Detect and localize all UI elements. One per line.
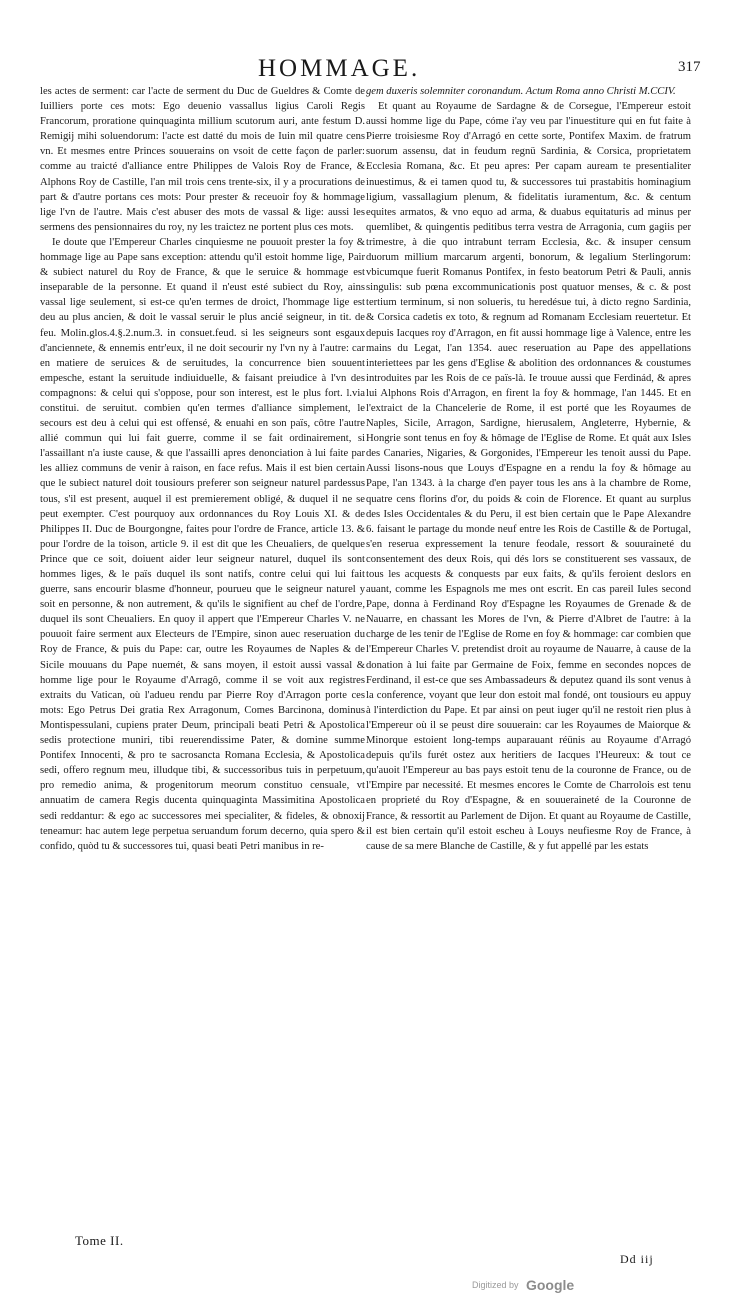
watermark-prefix: Digitized by	[472, 1279, 519, 1290]
volume-label: Tome II.	[75, 1233, 124, 1248]
page-title: HOMMAGE.	[258, 55, 421, 82]
left-paragraph-2: Ie doute que l'Empereur Charles cinquiesme ne pouuoit prester la foy & hommage lige au Pape sans exception: attendu qu'il estoit homme lige, Pair & subiect naturel du Roy de France, & que le seruice & hommage est inseparable de la personne. Et quand il n'eust esté subiect du Roy, ains vassal lige seulement, si est-ce qu'en termes de droict, l'hommage lige est deu au plus ancien, & doit le vassal seruir le plus ancié seigneur, in tit. de feu. Molin.glos.4.§.2.num.3. in consuet.feud. si les seigneurs sont esgaux d'anciennete, & ennemis entr'eux, il ne doit secourir ny l'vn ny à l'autre: car en matiere de seruices & de seruitudes, la concurrence bien souuent empesche, estant la seruitude indiuiduelle, & faisant preiudice à l'vn des compagnons: & celui qui s'oppose, pour son interest, est le plus fort. l.via constitui. de seruitut. combien qu'en termes d'alliance simplement, le secours est deu à celui qui est offensé, & enuahi en son païs, côtre l'autre allié commun qui lui fait guerre, comme il se fait ordinairement, si l'assaillant n'a iuste cause, & que l'assailli apres denonciation à lui faite par les alliez communs de venir à raison, en face refus. Mais il est bien certain que le subiect naturel doit tousiours preferer son seigneur naturel pardessus tous, s'il est present, auquel il est premierement obligé, & duquel il ne se peut exempter. C'est pourquoy aux ordonnances du Roy Louis XI. & de Philippes II. Duc de Bourgongne, faites pour l'ordre de France, article 13. & pour l'ordre de la toison, article 9. il est dit que les Cheualiers, de quelque Prince que ce soit, doiuent aider leur seigneur naturel, duquel ils sont hommes liges, & le païs duquel ils sont natifs, contre celui qui lui fait guerre, sans encourir blasme d'honneur, pourueu que le seigneur naturel y soit en personne, & non autrement, & qu'ils le signifient au chef de l'ordre, duquel ils sont Cheualiers. En quoy il appert que l'Empereur Charles V. ne pouuoit faire serment aux Electeurs de l'Empire, sinon auec reseruation du Roy de France, & puis du Pape: car, outre les Royaumes de Naples & de Sicile mouuans du Pape nuemét, & sans moyen, il estoit aussi vassal & homme lige pour le Royaume d'Arragô, comme il se voit aux registres extraits du Vatican, où l'adueu rendu par Pierre Roy d'Arragon porte ces mots: Ego Petrus Dei gratia Rex Arragonum, Comes Barcinona, dominus Montispessulani, cupiens prater Deum, principali beati Petri & Apostolica sedis protectione muniri, tibi reuerendissime Pater, & domine summe Pontifex Innocenti, & pro te sacrosancta Romana Ecclesia, & Apostolica sedi, offero regnum meu, illudque tibi, & successoribus tuis in perpetuum, pro remedio anima, & progenitorum meorum constituo censuale, vt annuatim de camera Regis ducenta quinquaginta Massimitina Apostolica sedi reddantur: & ego ac successores mei specialiter, & fideles, & obnoxij teneamur: hac autem lege perpetua seruandum forum decerno, quia spero & confido, quòd tu & successores tui, quasi beati Petri manibus in re-	[40, 236, 365, 852]
page-number: 317	[678, 59, 701, 75]
google-logo: Google	[525, 1276, 575, 1293]
left-column	[40, 84, 365, 1262]
running-head	[0, 55, 738, 85]
right-column	[366, 84, 691, 1262]
right-paragraph-2: Et quant au Royaume de Sardagne & de Corsegue, l'Empereur estoit aussi homme lige du Pape, cóme i'ay veu par l'inuestiture qui en fut faite à Pierre troisiesme Roy d'Arragó en cette sorte, Pontifex Maxim. de fratrum suorum assensu, dat in feudum regnü Sardinia, & Corsica, proprietatem Ecclesia Romana, &c. Et peu apres: Per capam auream te presentialiter inuestimus, & ei tamen quod tu, & successores tui prastabitis hominagium ligium, vassallagium plenum, & fidelitatis iuramentum, &c. & centum equites armatos, & vno equo ad arma, & duabus equitaturis ad minus per quemlibet, & quingentis peditibus terra vestra de Arragonia, cum gagiis per trimestre, à die quo intrabunt terram Ecclesia, &c. & insuper censum duorum millium marcarum argenti, bonorum, & legalium Sterlingorum: vbicumque fuerit Romanus Pontifex, in festo beatorum Petri & Pauli, annis singulis: sub pœna excommunicationis post quatuor menses, & c. & post tertium terminum, si non solueris, tu heredésue tui, à dicto regno Sardinia, & Corsica cadetis ex toto, & regnum ad Romanam Ecclesiam reuertetur. Et depuis Iacques roy d'Arragon, en fit aussi hommage lige à Valence, entre les mains du Legat, l'an 1354. auec reseruation au Pape des appellations interiettees par les gens d'Eglise & abolition des ordonnances & coustumes introduites par les Rois de ce païs-là. Ie trouue aussi que Ferdinád, & apres lui Alphons Rois d'Arragon, en firent la foy & hommage, l'an 1445. Et en l'extraict de la Chancelerie de Rome, il est porté que les Royaumes de Naples, Sicile, Arragon, Sardigne, hierusalem, Angleterre, Hybernie, & Hongrie sont tenus en foy & hômage de l'Eglise de Rome. Et quát aux Isles des Canaries, Nigaries, & Gorgonides, l'Empereur les tenoit aussi du Pape. Aussi lisons-nous que Louys d'Espagne en a rendu la foy & hômage au Pape, l'an 1343. à la charge d'en payer tous les ans à la chambre de Rome, quatre cens florins d'or, du poids & coin de Florence. Et quant au surplus des Isles Occidentales & du Peru, il est bien certain que le Pape Alexandre 6. faisant le partage du monde neuf entre les Rois de Castille & de Portugal, s'en reserua expressement la tenure feodale, ressort & souuraineté du consentement des deux Rois, qui dés lors se constituerent ses vassaux, de tous les acquests & conquests par eux faits, & qu'ils feroient deslors en auant, comme les Espagnols me mes ont escrit. En cas pareil Iules second Pape, donna à Ferdinand Roy d'Espagne les Royaumes de Grenade & de Nauarre, en chassant les Mores de l'vn, & Pierre d'Albret de l'autre: à la charge de les tenir de l'Eglise de Rome en foy & hommage: car combien que l'Empereur Charles V. pretendist droit au royaume de Nauarre, à cause de la donation à lui faite par Germaine de Foix, femme en secondes nopces de Ferdinand, il est-ce que ses Ambassadeurs & deputez quand ils sont venus à la conference, voyant que leur don estoit mal fondé, ont tousiours eu appuy à l'interdiction du Pape. Et par ainsi on peut iuger qu'il ne restoit rien plus à l'Empereur où il se peust dire souuerain: car les Royaumes de Maiorque & Minorque estoient long-temps auparauant réünis au Royaume d'Arragó depuis qu'ils furét ostez aux heritiers de Iacques l'Heureux: & tout ce qu'auoit l'Empereur au bas pays estoit tenu de la couronne de France, ou de l'Empire par necessité. Et mesmes encores le Comte de Charrolois est tenu en proprieté du Roy d'Espagne, & en souueraineté de la Couronne de France, & ressortit au Parlement de Dijon. Et quant au Royaume de Castille, il est bien certain qu'il estoit escheu à Louys neufiesme Roy de France, à cause de sa mere Blanche de Castille, & y fut appellé par les estats	[366, 101, 691, 852]
signature-mark: Dd iij	[620, 1252, 654, 1266]
right-paragraph-1: gem duxeris solemniter coronandum. Actum Roma anno Christi M.CCIV.	[366, 86, 676, 97]
left-paragraph-1: les actes de serment: car l'acte de serment du Duc de Gueldres & Comte de Iuilliers porte ces mots: Ego deuenio vassallus ligius Caroli Regis Francorum, proratione quinquaginta millium scutorum auri, ante festum D. Remigij mihi soluendorum: l'acte est datté du mois de Iuin mil quatre cens vn. Et mesmes entre Princes souuerains on vsoit de cette façon de parler: comme au traicté d'alliance entre Philippes de Valois Roy de France, & Alphons Roy de Castille, l'an mil trois cens trente-six, il y a procurations de part & d'autre portans ces mots: Pour prester & receuoir foy & hommage lige l'vn de l'autre. Mais c'est abuser des mots de vassal & lige: aussi les sermens des pensionnaires du roy, ny les traictez ne portent plus ces mots.	[40, 86, 365, 233]
digitized-watermark	[472, 1276, 712, 1293]
